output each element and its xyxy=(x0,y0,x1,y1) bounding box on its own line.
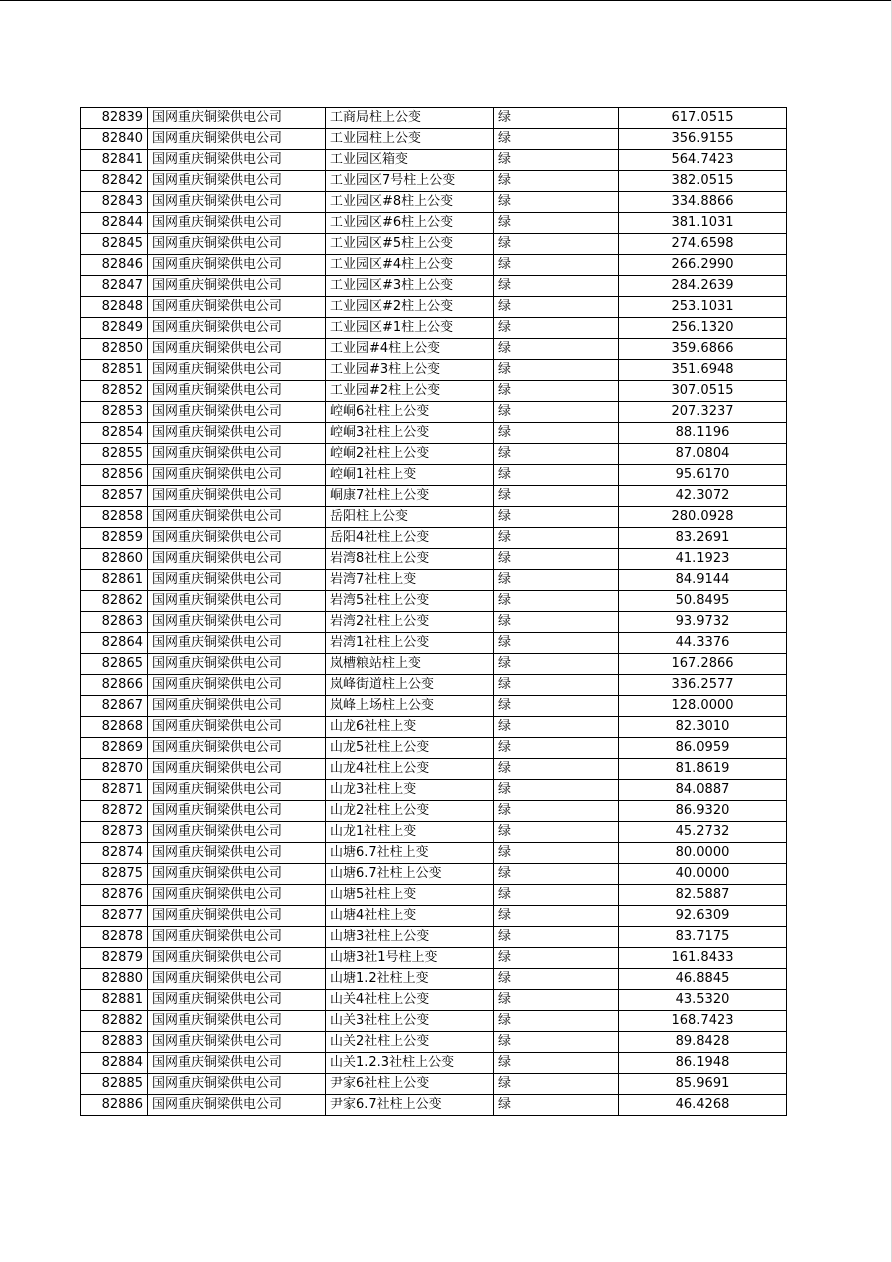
cell-status: 绿 xyxy=(494,108,619,129)
cell-status: 绿 xyxy=(494,717,619,738)
cell-id: 82853 xyxy=(81,402,148,423)
cell-id: 82884 xyxy=(81,1053,148,1074)
cell-value: 44.3376 xyxy=(619,633,787,654)
cell-status: 绿 xyxy=(494,591,619,612)
cell-id: 82840 xyxy=(81,129,148,150)
cell-id: 82879 xyxy=(81,948,148,969)
cell-transformer-name: 崆峒1社柱上变 xyxy=(326,465,494,486)
cell-transformer-name: 工业园区#4柱上公变 xyxy=(326,255,494,276)
cell-transformer-name: 崆峒6社柱上公变 xyxy=(326,402,494,423)
cell-value: 336.2577 xyxy=(619,675,787,696)
cell-company: 国网重庆铜梁供电公司 xyxy=(148,255,326,276)
cell-id: 82880 xyxy=(81,969,148,990)
cell-transformer-name: 岩湾7社柱上变 xyxy=(326,570,494,591)
table-row xyxy=(81,780,787,801)
table-row xyxy=(81,1032,787,1053)
cell-status: 绿 xyxy=(494,1011,619,1032)
cell-id: 82869 xyxy=(81,738,148,759)
cell-value: 46.4268 xyxy=(619,1095,787,1116)
cell-transformer-name: 山塘3社1号柱上变 xyxy=(326,948,494,969)
cell-company: 国网重庆铜梁供电公司 xyxy=(148,129,326,150)
cell-status: 绿 xyxy=(494,507,619,528)
cell-transformer-name: 尹家6.7社柱上公变 xyxy=(326,1095,494,1116)
cell-transformer-name: 峒康7社柱上公变 xyxy=(326,486,494,507)
cell-status: 绿 xyxy=(494,969,619,990)
cell-id: 82863 xyxy=(81,612,148,633)
cell-transformer-name: 崆峒2社柱上公变 xyxy=(326,444,494,465)
cell-value: 280.0928 xyxy=(619,507,787,528)
cell-id: 82872 xyxy=(81,801,148,822)
cell-transformer-name: 山关4社柱上公变 xyxy=(326,990,494,1011)
table-row xyxy=(81,339,787,360)
cell-status: 绿 xyxy=(494,570,619,591)
cell-id: 82878 xyxy=(81,927,148,948)
table-row xyxy=(81,318,787,339)
cell-transformer-name: 工业园区#1柱上公变 xyxy=(326,318,494,339)
cell-value: 89.8428 xyxy=(619,1032,787,1053)
cell-id: 82845 xyxy=(81,234,148,255)
cell-transformer-name: 岚槽粮站柱上变 xyxy=(326,654,494,675)
table-row xyxy=(81,129,787,150)
cell-transformer-name: 工业园#2柱上公变 xyxy=(326,381,494,402)
table-row xyxy=(81,465,787,486)
cell-transformer-name: 岚峰上场柱上公变 xyxy=(326,696,494,717)
cell-transformer-name: 山塘6.7社柱上变 xyxy=(326,843,494,864)
cell-transformer-name: 岩湾1社柱上公变 xyxy=(326,633,494,654)
cell-transformer-name: 山塘6.7社柱上公变 xyxy=(326,864,494,885)
table-row xyxy=(81,213,787,234)
cell-value: 50.8495 xyxy=(619,591,787,612)
cell-id: 82852 xyxy=(81,381,148,402)
cell-transformer-name: 山关3社柱上公变 xyxy=(326,1011,494,1032)
cell-id: 82885 xyxy=(81,1074,148,1095)
cell-company: 国网重庆铜梁供电公司 xyxy=(148,339,326,360)
cell-id: 82883 xyxy=(81,1032,148,1053)
table-row xyxy=(81,948,787,969)
cell-transformer-name: 工业园区#2柱上公变 xyxy=(326,297,494,318)
cell-transformer-name: 山塘1.2社柱上变 xyxy=(326,969,494,990)
cell-status: 绿 xyxy=(494,234,619,255)
table-row xyxy=(81,990,787,1011)
table-row xyxy=(81,171,787,192)
cell-id: 82857 xyxy=(81,486,148,507)
cell-value: 42.3072 xyxy=(619,486,787,507)
cell-status: 绿 xyxy=(494,654,619,675)
cell-id: 82843 xyxy=(81,192,148,213)
cell-value: 84.9144 xyxy=(619,570,787,591)
table-row xyxy=(81,360,787,381)
table-row xyxy=(81,717,787,738)
cell-status: 绿 xyxy=(494,696,619,717)
cell-status: 绿 xyxy=(494,192,619,213)
table-row xyxy=(81,696,787,717)
cell-company: 国网重庆铜梁供电公司 xyxy=(148,948,326,969)
cell-transformer-name: 山塘4社柱上变 xyxy=(326,906,494,927)
cell-status: 绿 xyxy=(494,171,619,192)
cell-id: 82851 xyxy=(81,360,148,381)
cell-company: 国网重庆铜梁供电公司 xyxy=(148,108,326,129)
table-row xyxy=(81,234,787,255)
cell-transformer-name: 山塘3社柱上公变 xyxy=(326,927,494,948)
cell-value: 253.1031 xyxy=(619,297,787,318)
cell-transformer-name: 岚峰街道柱上公变 xyxy=(326,675,494,696)
cell-value: 266.2990 xyxy=(619,255,787,276)
cell-transformer-name: 崆峒3社柱上公变 xyxy=(326,423,494,444)
cell-company: 国网重庆铜梁供电公司 xyxy=(148,885,326,906)
cell-status: 绿 xyxy=(494,444,619,465)
cell-company: 国网重庆铜梁供电公司 xyxy=(148,612,326,633)
cell-transformer-name: 工业园区#8柱上公变 xyxy=(326,192,494,213)
cell-id: 82860 xyxy=(81,549,148,570)
table-row xyxy=(81,402,787,423)
cell-company: 国网重庆铜梁供电公司 xyxy=(148,423,326,444)
cell-transformer-name: 工业园#3柱上公变 xyxy=(326,360,494,381)
cell-transformer-name: 岩湾5社柱上公变 xyxy=(326,591,494,612)
cell-status: 绿 xyxy=(494,822,619,843)
cell-status: 绿 xyxy=(494,780,619,801)
cell-value: 83.2691 xyxy=(619,528,787,549)
table-row xyxy=(81,297,787,318)
cell-value: 617.0515 xyxy=(619,108,787,129)
table-row xyxy=(81,1053,787,1074)
cell-status: 绿 xyxy=(494,423,619,444)
data-table xyxy=(80,107,787,1116)
table-row xyxy=(81,759,787,780)
table-row xyxy=(81,612,787,633)
table-row xyxy=(81,864,787,885)
cell-transformer-name: 山龙6社柱上变 xyxy=(326,717,494,738)
cell-id: 82848 xyxy=(81,297,148,318)
cell-id: 82847 xyxy=(81,276,148,297)
table-row xyxy=(81,885,787,906)
cell-transformer-name: 山龙5社柱上公变 xyxy=(326,738,494,759)
cell-company: 国网重庆铜梁供电公司 xyxy=(148,717,326,738)
table-row xyxy=(81,507,787,528)
cell-id: 82846 xyxy=(81,255,148,276)
table-body xyxy=(81,108,787,1116)
cell-id: 82868 xyxy=(81,717,148,738)
cell-id: 82881 xyxy=(81,990,148,1011)
cell-value: 82.3010 xyxy=(619,717,787,738)
table-row xyxy=(81,255,787,276)
cell-status: 绿 xyxy=(494,675,619,696)
cell-value: 46.8845 xyxy=(619,969,787,990)
cell-company: 国网重庆铜梁供电公司 xyxy=(148,507,326,528)
cell-company: 国网重庆铜梁供电公司 xyxy=(148,990,326,1011)
cell-status: 绿 xyxy=(494,759,619,780)
cell-company: 国网重庆铜梁供电公司 xyxy=(148,381,326,402)
cell-transformer-name: 工业园区箱变 xyxy=(326,150,494,171)
table-row xyxy=(81,423,787,444)
cell-value: 41.1923 xyxy=(619,549,787,570)
cell-value: 84.0887 xyxy=(619,780,787,801)
table-row xyxy=(81,822,787,843)
cell-status: 绿 xyxy=(494,486,619,507)
table-row xyxy=(81,1074,787,1095)
cell-company: 国网重庆铜梁供电公司 xyxy=(148,780,326,801)
cell-value: 207.3237 xyxy=(619,402,787,423)
cell-id: 82874 xyxy=(81,843,148,864)
cell-value: 85.9691 xyxy=(619,1074,787,1095)
cell-id: 82855 xyxy=(81,444,148,465)
table-row xyxy=(81,927,787,948)
cell-id: 82867 xyxy=(81,696,148,717)
cell-company: 国网重庆铜梁供电公司 xyxy=(148,654,326,675)
cell-status: 绿 xyxy=(494,339,619,360)
cell-id: 82882 xyxy=(81,1011,148,1032)
cell-company: 国网重庆铜梁供电公司 xyxy=(148,843,326,864)
cell-value: 168.7423 xyxy=(619,1011,787,1032)
cell-status: 绿 xyxy=(494,1032,619,1053)
table-row xyxy=(81,654,787,675)
cell-company: 国网重庆铜梁供电公司 xyxy=(148,1053,326,1074)
cell-value: 381.1031 xyxy=(619,213,787,234)
cell-status: 绿 xyxy=(494,1074,619,1095)
cell-value: 40.0000 xyxy=(619,864,787,885)
cell-id: 82886 xyxy=(81,1095,148,1116)
cell-value: 80.0000 xyxy=(619,843,787,864)
cell-status: 绿 xyxy=(494,948,619,969)
cell-company: 国网重庆铜梁供电公司 xyxy=(148,171,326,192)
cell-status: 绿 xyxy=(494,381,619,402)
cell-transformer-name: 工业园#4柱上公变 xyxy=(326,339,494,360)
cell-status: 绿 xyxy=(494,402,619,423)
cell-status: 绿 xyxy=(494,906,619,927)
cell-company: 国网重庆铜梁供电公司 xyxy=(148,738,326,759)
cell-value: 86.0959 xyxy=(619,738,787,759)
cell-value: 45.2732 xyxy=(619,822,787,843)
cell-company: 国网重庆铜梁供电公司 xyxy=(148,444,326,465)
cell-transformer-name: 岩湾8社柱上公变 xyxy=(326,549,494,570)
cell-company: 国网重庆铜梁供电公司 xyxy=(148,696,326,717)
cell-company: 国网重庆铜梁供电公司 xyxy=(148,864,326,885)
table-row xyxy=(81,570,787,591)
cell-company: 国网重庆铜梁供电公司 xyxy=(148,486,326,507)
cell-company: 国网重庆铜梁供电公司 xyxy=(148,1011,326,1032)
cell-status: 绿 xyxy=(494,213,619,234)
cell-company: 国网重庆铜梁供电公司 xyxy=(148,549,326,570)
cell-transformer-name: 岳阳柱上公变 xyxy=(326,507,494,528)
cell-id: 82839 xyxy=(81,108,148,129)
cell-company: 国网重庆铜梁供电公司 xyxy=(148,234,326,255)
cell-transformer-name: 工业园区#3柱上公变 xyxy=(326,276,494,297)
cell-value: 307.0515 xyxy=(619,381,787,402)
cell-id: 82861 xyxy=(81,570,148,591)
cell-id: 82864 xyxy=(81,633,148,654)
cell-id: 82844 xyxy=(81,213,148,234)
cell-value: 359.6866 xyxy=(619,339,787,360)
cell-company: 国网重庆铜梁供电公司 xyxy=(148,213,326,234)
cell-value: 564.7423 xyxy=(619,150,787,171)
table-row xyxy=(81,150,787,171)
table-row xyxy=(81,486,787,507)
cell-status: 绿 xyxy=(494,885,619,906)
cell-value: 86.9320 xyxy=(619,801,787,822)
table-row xyxy=(81,675,787,696)
table-row xyxy=(81,1095,787,1116)
cell-value: 356.9155 xyxy=(619,129,787,150)
cell-transformer-name: 工商局柱上公变 xyxy=(326,108,494,129)
cell-company: 国网重庆铜梁供电公司 xyxy=(148,927,326,948)
cell-transformer-name: 工业园柱上公变 xyxy=(326,129,494,150)
cell-company: 国网重庆铜梁供电公司 xyxy=(148,570,326,591)
cell-company: 国网重庆铜梁供电公司 xyxy=(148,969,326,990)
table-row xyxy=(81,192,787,213)
cell-value: 167.2866 xyxy=(619,654,787,675)
cell-id: 82875 xyxy=(81,864,148,885)
cell-status: 绿 xyxy=(494,843,619,864)
cell-company: 国网重庆铜梁供电公司 xyxy=(148,633,326,654)
cell-status: 绿 xyxy=(494,297,619,318)
cell-company: 国网重庆铜梁供电公司 xyxy=(148,591,326,612)
cell-id: 82866 xyxy=(81,675,148,696)
cell-company: 国网重庆铜梁供电公司 xyxy=(148,1074,326,1095)
cell-id: 82876 xyxy=(81,885,148,906)
cell-id: 82865 xyxy=(81,654,148,675)
table-row xyxy=(81,444,787,465)
cell-transformer-name: 工业园区#5柱上公变 xyxy=(326,234,494,255)
cell-value: 81.8619 xyxy=(619,759,787,780)
table-row xyxy=(81,108,787,129)
cell-transformer-name: 工业园区#6柱上公变 xyxy=(326,213,494,234)
cell-company: 国网重庆铜梁供电公司 xyxy=(148,402,326,423)
cell-id: 82862 xyxy=(81,591,148,612)
cell-company: 国网重庆铜梁供电公司 xyxy=(148,276,326,297)
cell-transformer-name: 山龙4社柱上公变 xyxy=(326,759,494,780)
cell-transformer-name: 岳阳4社柱上公变 xyxy=(326,528,494,549)
cell-company: 国网重庆铜梁供电公司 xyxy=(148,675,326,696)
cell-status: 绿 xyxy=(494,1053,619,1074)
cell-status: 绿 xyxy=(494,738,619,759)
cell-transformer-name: 尹家6社柱上公变 xyxy=(326,1074,494,1095)
cell-id: 82877 xyxy=(81,906,148,927)
cell-transformer-name: 山龙1社柱上变 xyxy=(326,822,494,843)
cell-id: 82841 xyxy=(81,150,148,171)
cell-value: 87.0804 xyxy=(619,444,787,465)
table-row xyxy=(81,843,787,864)
cell-transformer-name: 山塘5社柱上变 xyxy=(326,885,494,906)
cell-transformer-name: 山龙3社柱上变 xyxy=(326,780,494,801)
cell-company: 国网重庆铜梁供电公司 xyxy=(148,822,326,843)
cell-id: 82854 xyxy=(81,423,148,444)
cell-value: 88.1196 xyxy=(619,423,787,444)
cell-value: 92.6309 xyxy=(619,906,787,927)
cell-id: 82859 xyxy=(81,528,148,549)
cell-transformer-name: 山龙2社柱上公变 xyxy=(326,801,494,822)
cell-company: 国网重庆铜梁供电公司 xyxy=(148,318,326,339)
cell-id: 82850 xyxy=(81,339,148,360)
cell-value: 334.8866 xyxy=(619,192,787,213)
table-row xyxy=(81,738,787,759)
cell-status: 绿 xyxy=(494,1095,619,1116)
cell-status: 绿 xyxy=(494,255,619,276)
page-top-border xyxy=(0,0,892,1)
cell-company: 国网重庆铜梁供电公司 xyxy=(148,297,326,318)
cell-transformer-name: 工业园区7号柱上公变 xyxy=(326,171,494,192)
cell-company: 国网重庆铜梁供电公司 xyxy=(148,801,326,822)
cell-id: 82870 xyxy=(81,759,148,780)
table-row xyxy=(81,633,787,654)
cell-value: 43.5320 xyxy=(619,990,787,1011)
cell-status: 绿 xyxy=(494,318,619,339)
table-row xyxy=(81,381,787,402)
table-row xyxy=(81,528,787,549)
cell-id: 82842 xyxy=(81,171,148,192)
cell-transformer-name: 山关2社柱上公变 xyxy=(326,1032,494,1053)
cell-id: 82849 xyxy=(81,318,148,339)
cell-id: 82858 xyxy=(81,507,148,528)
cell-transformer-name: 山关1.2.3社柱上公变 xyxy=(326,1053,494,1074)
cell-value: 256.1320 xyxy=(619,318,787,339)
table-row xyxy=(81,276,787,297)
cell-value: 382.0515 xyxy=(619,171,787,192)
cell-status: 绿 xyxy=(494,864,619,885)
cell-id: 82856 xyxy=(81,465,148,486)
cell-value: 83.7175 xyxy=(619,927,787,948)
cell-status: 绿 xyxy=(494,990,619,1011)
cell-company: 国网重庆铜梁供电公司 xyxy=(148,465,326,486)
cell-value: 274.6598 xyxy=(619,234,787,255)
cell-value: 93.9732 xyxy=(619,612,787,633)
cell-status: 绿 xyxy=(494,549,619,570)
cell-status: 绿 xyxy=(494,633,619,654)
cell-company: 国网重庆铜梁供电公司 xyxy=(148,906,326,927)
cell-value: 351.6948 xyxy=(619,360,787,381)
cell-company: 国网重庆铜梁供电公司 xyxy=(148,1095,326,1116)
cell-value: 284.2639 xyxy=(619,276,787,297)
cell-id: 82873 xyxy=(81,822,148,843)
cell-status: 绿 xyxy=(494,276,619,297)
cell-company: 国网重庆铜梁供电公司 xyxy=(148,759,326,780)
cell-company: 国网重庆铜梁供电公司 xyxy=(148,192,326,213)
cell-status: 绿 xyxy=(494,801,619,822)
cell-status: 绿 xyxy=(494,360,619,381)
cell-company: 国网重庆铜梁供电公司 xyxy=(148,528,326,549)
cell-value: 82.5887 xyxy=(619,885,787,906)
cell-status: 绿 xyxy=(494,129,619,150)
cell-transformer-name: 岩湾2社柱上公变 xyxy=(326,612,494,633)
cell-value: 86.1948 xyxy=(619,1053,787,1074)
cell-status: 绿 xyxy=(494,927,619,948)
cell-status: 绿 xyxy=(494,465,619,486)
cell-value: 128.0000 xyxy=(619,696,787,717)
cell-status: 绿 xyxy=(494,150,619,171)
cell-company: 国网重庆铜梁供电公司 xyxy=(148,360,326,381)
cell-value: 161.8433 xyxy=(619,948,787,969)
table-row xyxy=(81,1011,787,1032)
table-row xyxy=(81,906,787,927)
table-row xyxy=(81,591,787,612)
table-row xyxy=(81,969,787,990)
cell-status: 绿 xyxy=(494,528,619,549)
cell-company: 国网重庆铜梁供电公司 xyxy=(148,1032,326,1053)
cell-value: 95.6170 xyxy=(619,465,787,486)
cell-status: 绿 xyxy=(494,612,619,633)
cell-id: 82871 xyxy=(81,780,148,801)
cell-company: 国网重庆铜梁供电公司 xyxy=(148,150,326,171)
table-row xyxy=(81,549,787,570)
table-row xyxy=(81,801,787,822)
